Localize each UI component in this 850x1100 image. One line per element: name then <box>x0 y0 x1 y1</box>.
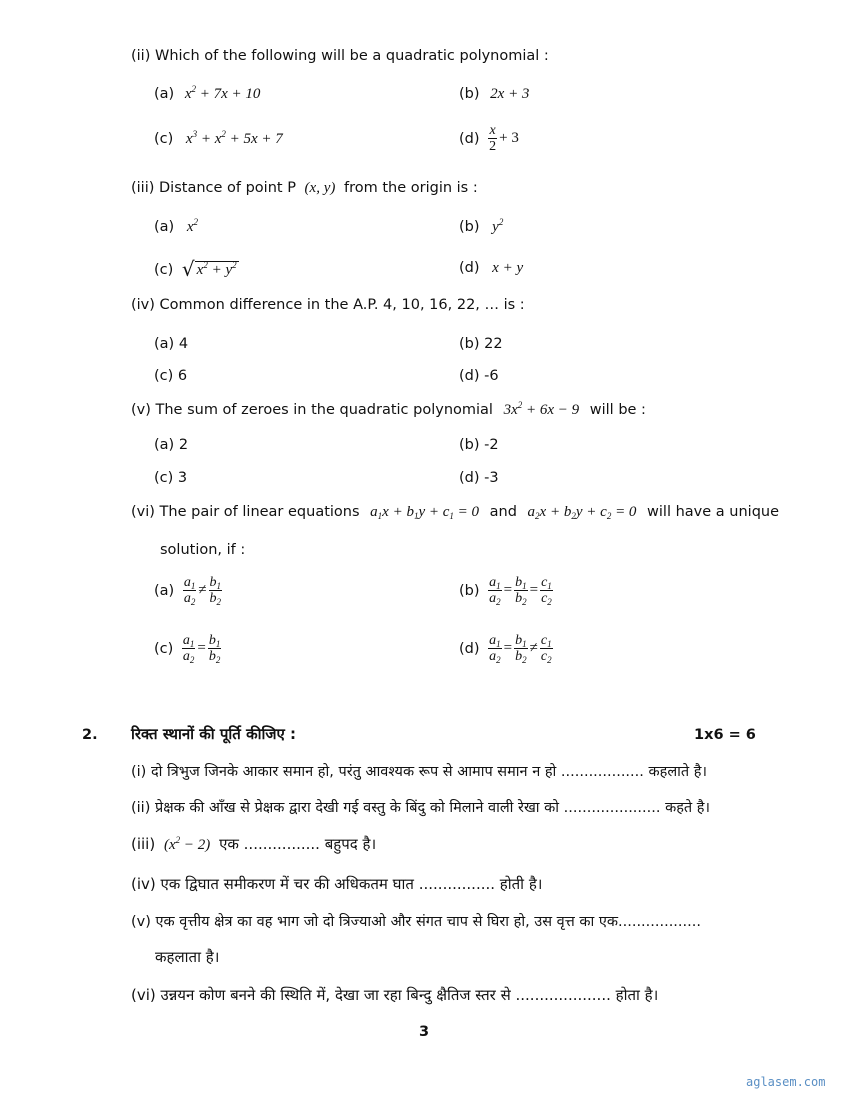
option-text: 4 <box>178 336 189 352</box>
fraction: $\frac{c_1}{c_2}$ <box>541 575 552 608</box>
option-label: (d) <box>459 130 480 147</box>
option-label: (b) <box>459 336 480 352</box>
question-text: (v) The sum of zeroes in the quadratic polynomial <box>131 402 493 418</box>
option-label: (c) <box>154 640 174 657</box>
fraction: $\frac{b_1}{b_2}$ <box>515 575 527 608</box>
sqrt-expr: √ $x^2 + y^2$ <box>181 257 237 281</box>
item-label: (iii) <box>131 835 156 853</box>
option-label: (b) <box>459 437 480 453</box>
option-ii-a <box>154 86 260 103</box>
fraction: $\frac{a_1}{a_2}$ <box>489 575 501 608</box>
option-v-d <box>459 470 499 486</box>
option-text: 22 <box>484 336 503 352</box>
option-label: (d) <box>459 368 480 384</box>
option-label: (b) <box>459 582 480 599</box>
option-vi-c: (c) $\frac{a_1}{a_2}$ = $\frac{b_1}{b_2}$ <box>154 633 221 666</box>
option-vi-b: (b) $\frac{a_1}{a_2}$ = $\frac{b_1}{b_2}$ = $\frac{c_1}{c_2}$ <box>459 575 552 608</box>
option-expr: $y^2$ <box>492 217 504 235</box>
q2-number: 2. <box>82 727 98 743</box>
option-v-c <box>154 470 187 486</box>
question-ii: (ii) Which of the following will be a quadratic polynomial : <box>131 48 549 64</box>
option-label: (a) <box>154 582 175 599</box>
option-ii-c <box>154 131 283 148</box>
option-label: (c) <box>154 368 174 384</box>
iii-expr: $(x^2 - 2)$ <box>164 835 211 853</box>
option-iv-d <box>459 368 499 384</box>
option-text: -2 <box>484 437 499 453</box>
fraction: $\frac{b_1}{b_2}$ <box>209 575 222 608</box>
option-text: -6 <box>484 368 499 384</box>
option-text: -3 <box>484 470 499 486</box>
option-label: (c) <box>154 262 174 278</box>
fraction: $\frac{a_1}{a_2}$ <box>183 575 196 608</box>
option-expr: x + y <box>492 260 524 276</box>
option-expr: $x^2$ <box>186 217 198 235</box>
question-text: will be : <box>589 402 646 418</box>
question-text: (vi) The pair of linear equations <box>131 504 360 520</box>
option-ii-d: (d) $\frac{x}{2}$ + 3 <box>459 123 519 155</box>
option-iii-b <box>459 219 503 236</box>
q2-item-vi: (vi) उन्नयन कोण बनने की स्थिति में, देखा जा रहा बिन्दु क्षैतिज स्तर से .................... होता है। <box>131 986 659 1004</box>
q2-item-v-line2: कहलाता है। <box>155 948 220 966</box>
option-label: (a) <box>154 437 175 453</box>
equation-2: $a_2x + b_2y + c_2 = 0$ <box>527 504 637 521</box>
option-text: 2 <box>178 437 189 453</box>
question-iv: (iv) Common difference in the A.P. 4, 10, 16, 22, … is : <box>131 297 525 313</box>
question-text: and <box>489 504 517 520</box>
fraction: $\frac{c_1}{c_2}$ <box>540 633 552 666</box>
option-vi-a: (a) $\frac{a_1}{a_2}$ ≠ $\frac{b_1}{b_2}$ <box>154 575 222 608</box>
option-label: (b) <box>459 86 480 102</box>
fraction: $\frac{a_1}{a_2}$ <box>182 633 195 666</box>
option-iv-a <box>154 336 188 352</box>
option-iv-b <box>459 336 503 352</box>
q2-item-v-line1: (v) एक वृत्तीय क्षेत्र का वह भाग जो दो त्रिज्याओ और संगत चाप से घिरा हो, उस वृत्त का एक.................. <box>131 914 701 930</box>
option-label: (a) <box>154 86 175 102</box>
option-iii-d <box>459 260 523 277</box>
option-iv-c <box>154 368 187 384</box>
option-label: (c) <box>154 470 174 486</box>
q2-item-ii: (ii) प्रेक्षक की आँख से प्रेक्षक द्वारा देखी गई वस्तु के बिंदु को मिलाने वाली रेखा को ..................... कहते है। <box>131 800 710 816</box>
question-vi-line2: solution, if : <box>160 542 246 558</box>
question-text: from the origin is : <box>344 180 478 196</box>
q2-marks: 1x6 = 6 <box>694 727 756 743</box>
watermark-link[interactable]: aglasem.com <box>746 1075 826 1089</box>
option-text: 6 <box>177 368 188 384</box>
poly-expr: $3x^2 + 6x - 9$ <box>503 400 580 418</box>
item-text: एक ................ बहुपद है। <box>219 835 377 853</box>
option-expr: $x^2 + 7x + 10$ <box>184 84 261 102</box>
point-expr: (x, y) <box>304 180 336 196</box>
option-label: (a) <box>154 336 175 352</box>
option-label: (d) <box>459 640 480 657</box>
fraction: $\frac{a_1}{a_2}$ <box>489 633 501 666</box>
question-vi <box>131 504 779 521</box>
option-text: 3 <box>177 470 188 486</box>
option-iii-a <box>154 219 198 236</box>
q2-title: रिक्त स्थानों की पूर्ति कीजिए : <box>131 725 297 743</box>
option-label: (c) <box>154 131 174 147</box>
option-label: (a) <box>154 219 175 235</box>
equation-1: $a_1x + b_1y + c_1 = 0$ <box>370 504 480 521</box>
question-text: will have a unique <box>647 504 780 520</box>
option-label: (d) <box>459 260 480 276</box>
option-vi-d: (d) $\frac{a_1}{a_2}$ = $\frac{b_1}{b_2}$ ≠ $\frac{c_1}{c_2}$ <box>459 633 552 666</box>
option-v-a <box>154 437 188 453</box>
option-label: (b) <box>459 219 480 235</box>
q2-item-i: (i) दो त्रिभुज जिनके आकार समान हो, परंतु आवश्यक रूप से आमाप समान न हो .................. कहलाते है। <box>131 764 707 780</box>
option-expr: 2x + 3 <box>490 86 530 102</box>
option-expr: $x^3 + x^2 + 5x + 7$ <box>185 129 283 147</box>
fraction: $\frac{b_1}{b_2}$ <box>515 633 527 666</box>
option-iii-c <box>154 257 239 281</box>
q2-item-iii <box>131 834 376 854</box>
question-text: (iii) Distance of point P <box>131 180 296 196</box>
option-ii-b <box>459 86 529 103</box>
q2-item-iv: (iv) एक द्विघात समीकरण में चर की अधिकतम घात ................ होती है। <box>131 875 543 893</box>
question-iii <box>131 180 478 197</box>
fraction: $\frac{x}{2}$ <box>489 123 497 155</box>
fraction: $\frac{b_1}{b_2}$ <box>208 633 221 666</box>
page-number: 3 <box>419 1024 430 1040</box>
question-v <box>131 402 646 419</box>
option-label: (d) <box>459 470 480 486</box>
option-v-b <box>459 437 499 453</box>
